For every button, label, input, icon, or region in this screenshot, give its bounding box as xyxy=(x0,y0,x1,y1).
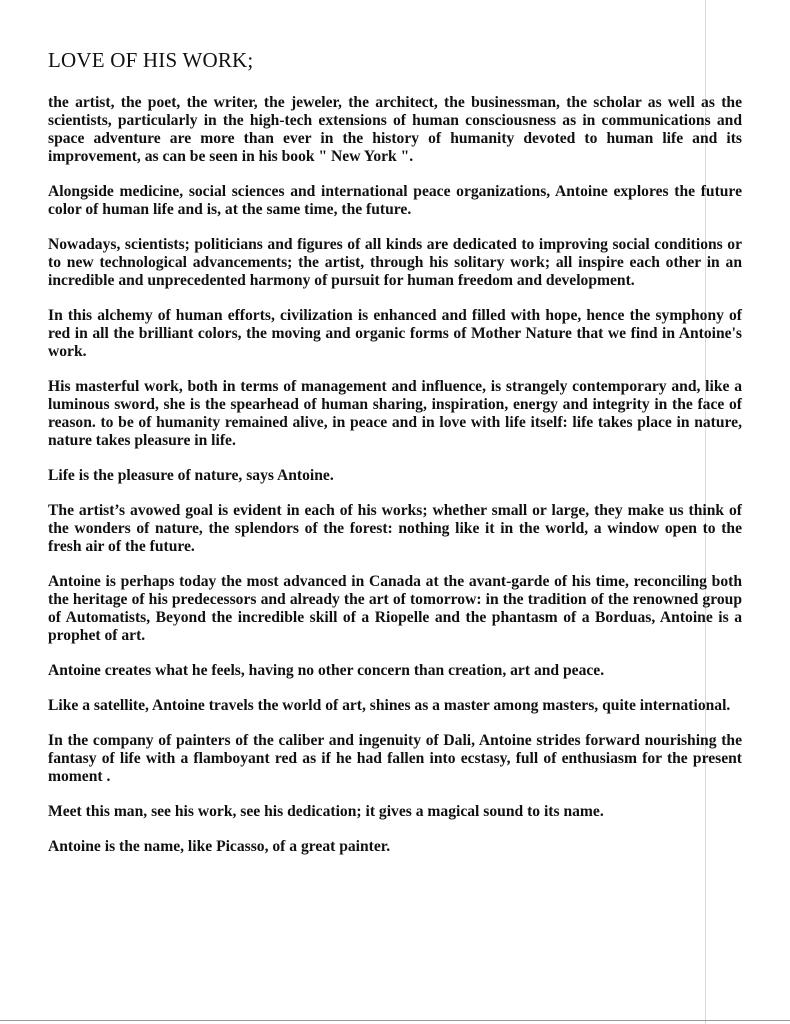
document-title: LOVE OF HIS WORK; xyxy=(48,48,254,72)
document-body xyxy=(48,94,742,873)
paragraph: Antoine is the name, like Picasso, of a great painter. xyxy=(48,838,391,855)
bottom-edge-rule xyxy=(0,1020,790,1021)
paragraph: The artist’s avowed goal is evident in each of his works; whether small or large, they make us think of the wonders of nature, the splendors of the forest: nothing like it in the world, a window open to the fresh air of the future. xyxy=(48,502,742,555)
paragraph: Antoine is perhaps today the most advanced in Canada at the avant-garde of his time, reconciling both the heritage of his predecessors and already the art of tomorrow: in the tradition of the renowned group of Automatists, Beyond the incredible skill of a Riopelle and the phantasm of a Borduas, Antoine is a prophet of art. xyxy=(48,573,742,644)
paragraph: Meet this man, see his work, see his dedication; it gives a magical sound to its name. xyxy=(48,803,604,820)
paragraph: the artist, the poet, the writer, the jeweler, the architect, the businessman, the scholar as well as the scientists, particularly in the high-tech extensions of human consciousness as in communications and space adventure are more than ever in the history of humanity devoted to human life and its improvement, as can be seen in his book " New York ". xyxy=(48,94,742,165)
paragraph: His masterful work, both in terms of management and influence, is strangely contemporary and, like a luminous sword, she is the spearhead of human sharing, inspiration, energy and integrity in the face of reason. to be of humanity remained alive, in peace and in love with life itself: life takes place in nature, nature takes pleasure in life. xyxy=(48,378,742,449)
paragraph: In the company of painters of the caliber and ingenuity of Dali, Antoine strides forward nourishing the fantasy of life with a flamboyant red as if he had fallen into ecstasy, full of enthusiasm for the present moment . xyxy=(48,732,742,785)
paragraph: Nowadays, scientists; politicians and figures of all kinds are dedicated to improving social conditions or to new technological advancements; the artist, through his solitary work; all inspire each other in an incredible and unprecedented harmony of pursuit for human freedom and development. xyxy=(48,236,742,289)
paragraph: Like a satellite, Antoine travels the world of art, shines as a master among masters, quite international. xyxy=(48,697,731,714)
paragraph: Life is the pleasure of nature, says Antoine. xyxy=(48,467,334,484)
paragraph: Antoine creates what he feels, having no other concern than creation, art and peace. xyxy=(48,662,605,679)
paragraph: In this alchemy of human efforts, civilization is enhanced and filled with hope, hence the symphony of red in all the brilliant colors, the moving and organic forms of Mother Nature that we find in Antoine's work. xyxy=(48,307,742,360)
paragraph: Alongside medicine, social sciences and international peace organizations, Antoine explores the future color of human life and is, at the same time, the future. xyxy=(48,183,742,218)
